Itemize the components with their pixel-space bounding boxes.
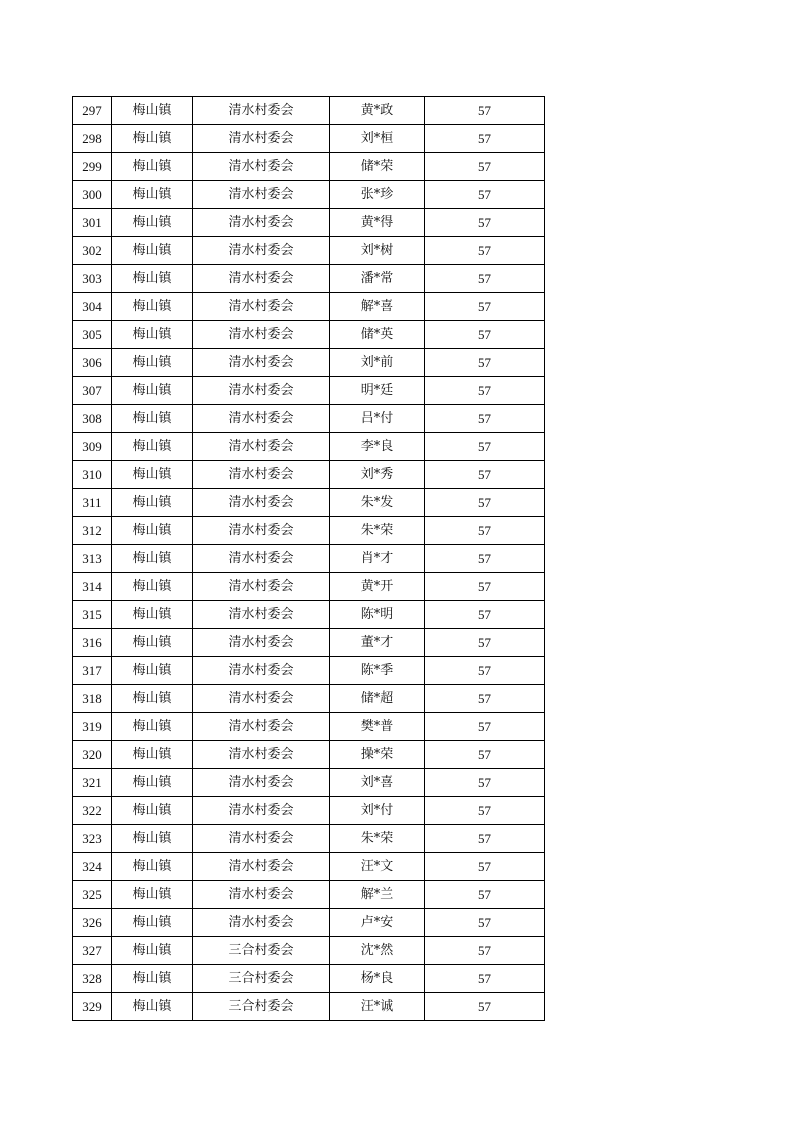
age-cell: 57 — [425, 405, 545, 433]
town-cell: 梅山镇 — [112, 881, 193, 909]
town-cell: 梅山镇 — [112, 433, 193, 461]
table-row — [73, 657, 545, 685]
village-committee-cell: 清水村委会 — [193, 433, 330, 461]
row-number-cell: 308 — [73, 405, 112, 433]
table-row — [73, 573, 545, 601]
row-number-cell: 317 — [73, 657, 112, 685]
row-number-cell: 329 — [73, 993, 112, 1021]
row-number-cell: 327 — [73, 937, 112, 965]
village-committee-cell: 清水村委会 — [193, 517, 330, 545]
town-cell: 梅山镇 — [112, 601, 193, 629]
person-name-cell: 黄*开 — [330, 573, 425, 601]
person-name-cell: 汪*文 — [330, 853, 425, 881]
row-number-cell: 316 — [73, 629, 112, 657]
village-committee-cell: 清水村委会 — [193, 209, 330, 237]
row-number-cell: 303 — [73, 265, 112, 293]
age-cell: 57 — [425, 433, 545, 461]
row-number-cell: 299 — [73, 153, 112, 181]
person-name-cell: 陈*季 — [330, 657, 425, 685]
age-cell: 57 — [425, 881, 545, 909]
person-name-cell: 杨*良 — [330, 965, 425, 993]
row-number-cell: 309 — [73, 433, 112, 461]
row-number-cell: 315 — [73, 601, 112, 629]
person-name-cell: 张*珍 — [330, 181, 425, 209]
roster-table-body — [73, 97, 545, 1021]
town-cell: 梅山镇 — [112, 769, 193, 797]
town-cell: 梅山镇 — [112, 97, 193, 125]
village-committee-cell: 清水村委会 — [193, 601, 330, 629]
age-cell: 57 — [425, 181, 545, 209]
row-number-cell: 314 — [73, 573, 112, 601]
person-name-cell: 潘*常 — [330, 265, 425, 293]
row-number-cell: 324 — [73, 853, 112, 881]
row-number-cell: 326 — [73, 909, 112, 937]
person-name-cell: 黄*得 — [330, 209, 425, 237]
row-number-cell: 319 — [73, 713, 112, 741]
village-committee-cell: 清水村委会 — [193, 97, 330, 125]
person-name-cell: 储*荣 — [330, 153, 425, 181]
town-cell: 梅山镇 — [112, 377, 193, 405]
table-row — [73, 909, 545, 937]
village-committee-cell: 清水村委会 — [193, 349, 330, 377]
person-name-cell: 解*喜 — [330, 293, 425, 321]
age-cell: 57 — [425, 909, 545, 937]
table-row — [73, 321, 545, 349]
row-number-cell: 313 — [73, 545, 112, 573]
table-row — [73, 293, 545, 321]
town-cell: 梅山镇 — [112, 685, 193, 713]
row-number-cell: 300 — [73, 181, 112, 209]
town-cell: 梅山镇 — [112, 209, 193, 237]
table-row — [73, 713, 545, 741]
village-committee-cell: 清水村委会 — [193, 881, 330, 909]
row-number-cell: 312 — [73, 517, 112, 545]
town-cell: 梅山镇 — [112, 937, 193, 965]
table-row — [73, 993, 545, 1021]
person-name-cell: 刘*秀 — [330, 461, 425, 489]
row-number-cell: 325 — [73, 881, 112, 909]
row-number-cell: 307 — [73, 377, 112, 405]
person-name-cell: 明*廷 — [330, 377, 425, 405]
age-cell: 57 — [425, 629, 545, 657]
person-name-cell: 刘*桓 — [330, 125, 425, 153]
table-row — [73, 601, 545, 629]
town-cell: 梅山镇 — [112, 349, 193, 377]
age-cell: 57 — [425, 741, 545, 769]
table-row — [73, 433, 545, 461]
village-committee-cell: 清水村委会 — [193, 685, 330, 713]
person-name-cell: 操*荣 — [330, 741, 425, 769]
person-name-cell: 刘*树 — [330, 237, 425, 265]
table-row — [73, 265, 545, 293]
town-cell: 梅山镇 — [112, 181, 193, 209]
row-number-cell: 320 — [73, 741, 112, 769]
age-cell: 57 — [425, 209, 545, 237]
row-number-cell: 305 — [73, 321, 112, 349]
person-name-cell: 吕*付 — [330, 405, 425, 433]
row-number-cell: 297 — [73, 97, 112, 125]
person-name-cell: 朱*发 — [330, 489, 425, 517]
table-row — [73, 881, 545, 909]
row-number-cell: 301 — [73, 209, 112, 237]
village-committee-cell: 三合村委会 — [193, 937, 330, 965]
age-cell: 57 — [425, 461, 545, 489]
person-name-cell: 刘*喜 — [330, 769, 425, 797]
town-cell: 梅山镇 — [112, 965, 193, 993]
age-cell: 57 — [425, 153, 545, 181]
table-row — [73, 517, 545, 545]
age-cell: 57 — [425, 321, 545, 349]
age-cell: 57 — [425, 657, 545, 685]
town-cell: 梅山镇 — [112, 797, 193, 825]
age-cell: 57 — [425, 125, 545, 153]
village-committee-cell: 清水村委会 — [193, 489, 330, 517]
village-committee-cell: 三合村委会 — [193, 993, 330, 1021]
person-name-cell: 黄*政 — [330, 97, 425, 125]
table-row — [73, 153, 545, 181]
town-cell: 梅山镇 — [112, 489, 193, 517]
person-name-cell: 解*兰 — [330, 881, 425, 909]
table-row — [73, 377, 545, 405]
row-number-cell: 323 — [73, 825, 112, 853]
table-row — [73, 741, 545, 769]
village-committee-cell: 清水村委会 — [193, 377, 330, 405]
village-committee-cell: 清水村委会 — [193, 769, 330, 797]
roster-table — [72, 96, 545, 1021]
village-committee-cell: 清水村委会 — [193, 321, 330, 349]
table-row — [73, 237, 545, 265]
table-row — [73, 181, 545, 209]
age-cell: 57 — [425, 489, 545, 517]
age-cell: 57 — [425, 713, 545, 741]
row-number-cell: 322 — [73, 797, 112, 825]
age-cell: 57 — [425, 573, 545, 601]
village-committee-cell: 清水村委会 — [193, 265, 330, 293]
person-name-cell: 沈*然 — [330, 937, 425, 965]
town-cell: 梅山镇 — [112, 853, 193, 881]
village-committee-cell: 清水村委会 — [193, 153, 330, 181]
person-name-cell: 汪*诚 — [330, 993, 425, 1021]
person-name-cell: 储*英 — [330, 321, 425, 349]
table-row — [73, 461, 545, 489]
town-cell: 梅山镇 — [112, 909, 193, 937]
town-cell: 梅山镇 — [112, 741, 193, 769]
person-name-cell: 董*才 — [330, 629, 425, 657]
person-name-cell: 李*良 — [330, 433, 425, 461]
person-name-cell: 卢*安 — [330, 909, 425, 937]
table-row — [73, 937, 545, 965]
village-committee-cell: 清水村委会 — [193, 293, 330, 321]
person-name-cell: 刘*付 — [330, 797, 425, 825]
table-row — [73, 405, 545, 433]
village-committee-cell: 清水村委会 — [193, 461, 330, 489]
table-row — [73, 125, 545, 153]
village-committee-cell: 清水村委会 — [193, 181, 330, 209]
town-cell: 梅山镇 — [112, 153, 193, 181]
table-row — [73, 629, 545, 657]
person-name-cell: 陈*明 — [330, 601, 425, 629]
age-cell: 57 — [425, 237, 545, 265]
village-committee-cell: 清水村委会 — [193, 825, 330, 853]
table-row — [73, 853, 545, 881]
village-committee-cell: 清水村委会 — [193, 545, 330, 573]
village-committee-cell: 清水村委会 — [193, 713, 330, 741]
age-cell: 57 — [425, 685, 545, 713]
village-committee-cell: 清水村委会 — [193, 125, 330, 153]
village-committee-cell: 三合村委会 — [193, 965, 330, 993]
age-cell: 57 — [425, 965, 545, 993]
table-row — [73, 489, 545, 517]
table-row — [73, 209, 545, 237]
row-number-cell: 311 — [73, 489, 112, 517]
town-cell: 梅山镇 — [112, 265, 193, 293]
table-row — [73, 825, 545, 853]
town-cell: 梅山镇 — [112, 713, 193, 741]
village-committee-cell: 清水村委会 — [193, 657, 330, 685]
table-row — [73, 769, 545, 797]
person-name-cell: 樊*普 — [330, 713, 425, 741]
row-number-cell: 306 — [73, 349, 112, 377]
village-committee-cell: 清水村委会 — [193, 629, 330, 657]
person-name-cell: 储*超 — [330, 685, 425, 713]
age-cell: 57 — [425, 937, 545, 965]
row-number-cell: 298 — [73, 125, 112, 153]
age-cell: 57 — [425, 293, 545, 321]
table-row — [73, 97, 545, 125]
row-number-cell: 304 — [73, 293, 112, 321]
town-cell: 梅山镇 — [112, 825, 193, 853]
village-committee-cell: 清水村委会 — [193, 909, 330, 937]
row-number-cell: 302 — [73, 237, 112, 265]
town-cell: 梅山镇 — [112, 461, 193, 489]
person-name-cell: 肖*才 — [330, 545, 425, 573]
village-committee-cell: 清水村委会 — [193, 741, 330, 769]
town-cell: 梅山镇 — [112, 125, 193, 153]
row-number-cell: 321 — [73, 769, 112, 797]
town-cell: 梅山镇 — [112, 629, 193, 657]
table-row — [73, 685, 545, 713]
row-number-cell: 318 — [73, 685, 112, 713]
age-cell: 57 — [425, 545, 545, 573]
age-cell: 57 — [425, 825, 545, 853]
age-cell: 57 — [425, 97, 545, 125]
age-cell: 57 — [425, 601, 545, 629]
person-name-cell: 刘*前 — [330, 349, 425, 377]
town-cell: 梅山镇 — [112, 405, 193, 433]
table-row — [73, 349, 545, 377]
age-cell: 57 — [425, 993, 545, 1021]
age-cell: 57 — [425, 265, 545, 293]
village-committee-cell: 清水村委会 — [193, 237, 330, 265]
town-cell: 梅山镇 — [112, 545, 193, 573]
town-cell: 梅山镇 — [112, 321, 193, 349]
town-cell: 梅山镇 — [112, 573, 193, 601]
village-committee-cell: 清水村委会 — [193, 853, 330, 881]
person-name-cell: 朱*荣 — [330, 825, 425, 853]
town-cell: 梅山镇 — [112, 993, 193, 1021]
age-cell: 57 — [425, 853, 545, 881]
town-cell: 梅山镇 — [112, 237, 193, 265]
table-row — [73, 965, 545, 993]
age-cell: 57 — [425, 769, 545, 797]
town-cell: 梅山镇 — [112, 517, 193, 545]
person-name-cell: 朱*荣 — [330, 517, 425, 545]
village-committee-cell: 清水村委会 — [193, 797, 330, 825]
age-cell: 57 — [425, 797, 545, 825]
age-cell: 57 — [425, 517, 545, 545]
table-row — [73, 797, 545, 825]
village-committee-cell: 清水村委会 — [193, 405, 330, 433]
town-cell: 梅山镇 — [112, 293, 193, 321]
row-number-cell: 328 — [73, 965, 112, 993]
table-row — [73, 545, 545, 573]
row-number-cell: 310 — [73, 461, 112, 489]
town-cell: 梅山镇 — [112, 657, 193, 685]
village-committee-cell: 清水村委会 — [193, 573, 330, 601]
age-cell: 57 — [425, 349, 545, 377]
age-cell: 57 — [425, 377, 545, 405]
